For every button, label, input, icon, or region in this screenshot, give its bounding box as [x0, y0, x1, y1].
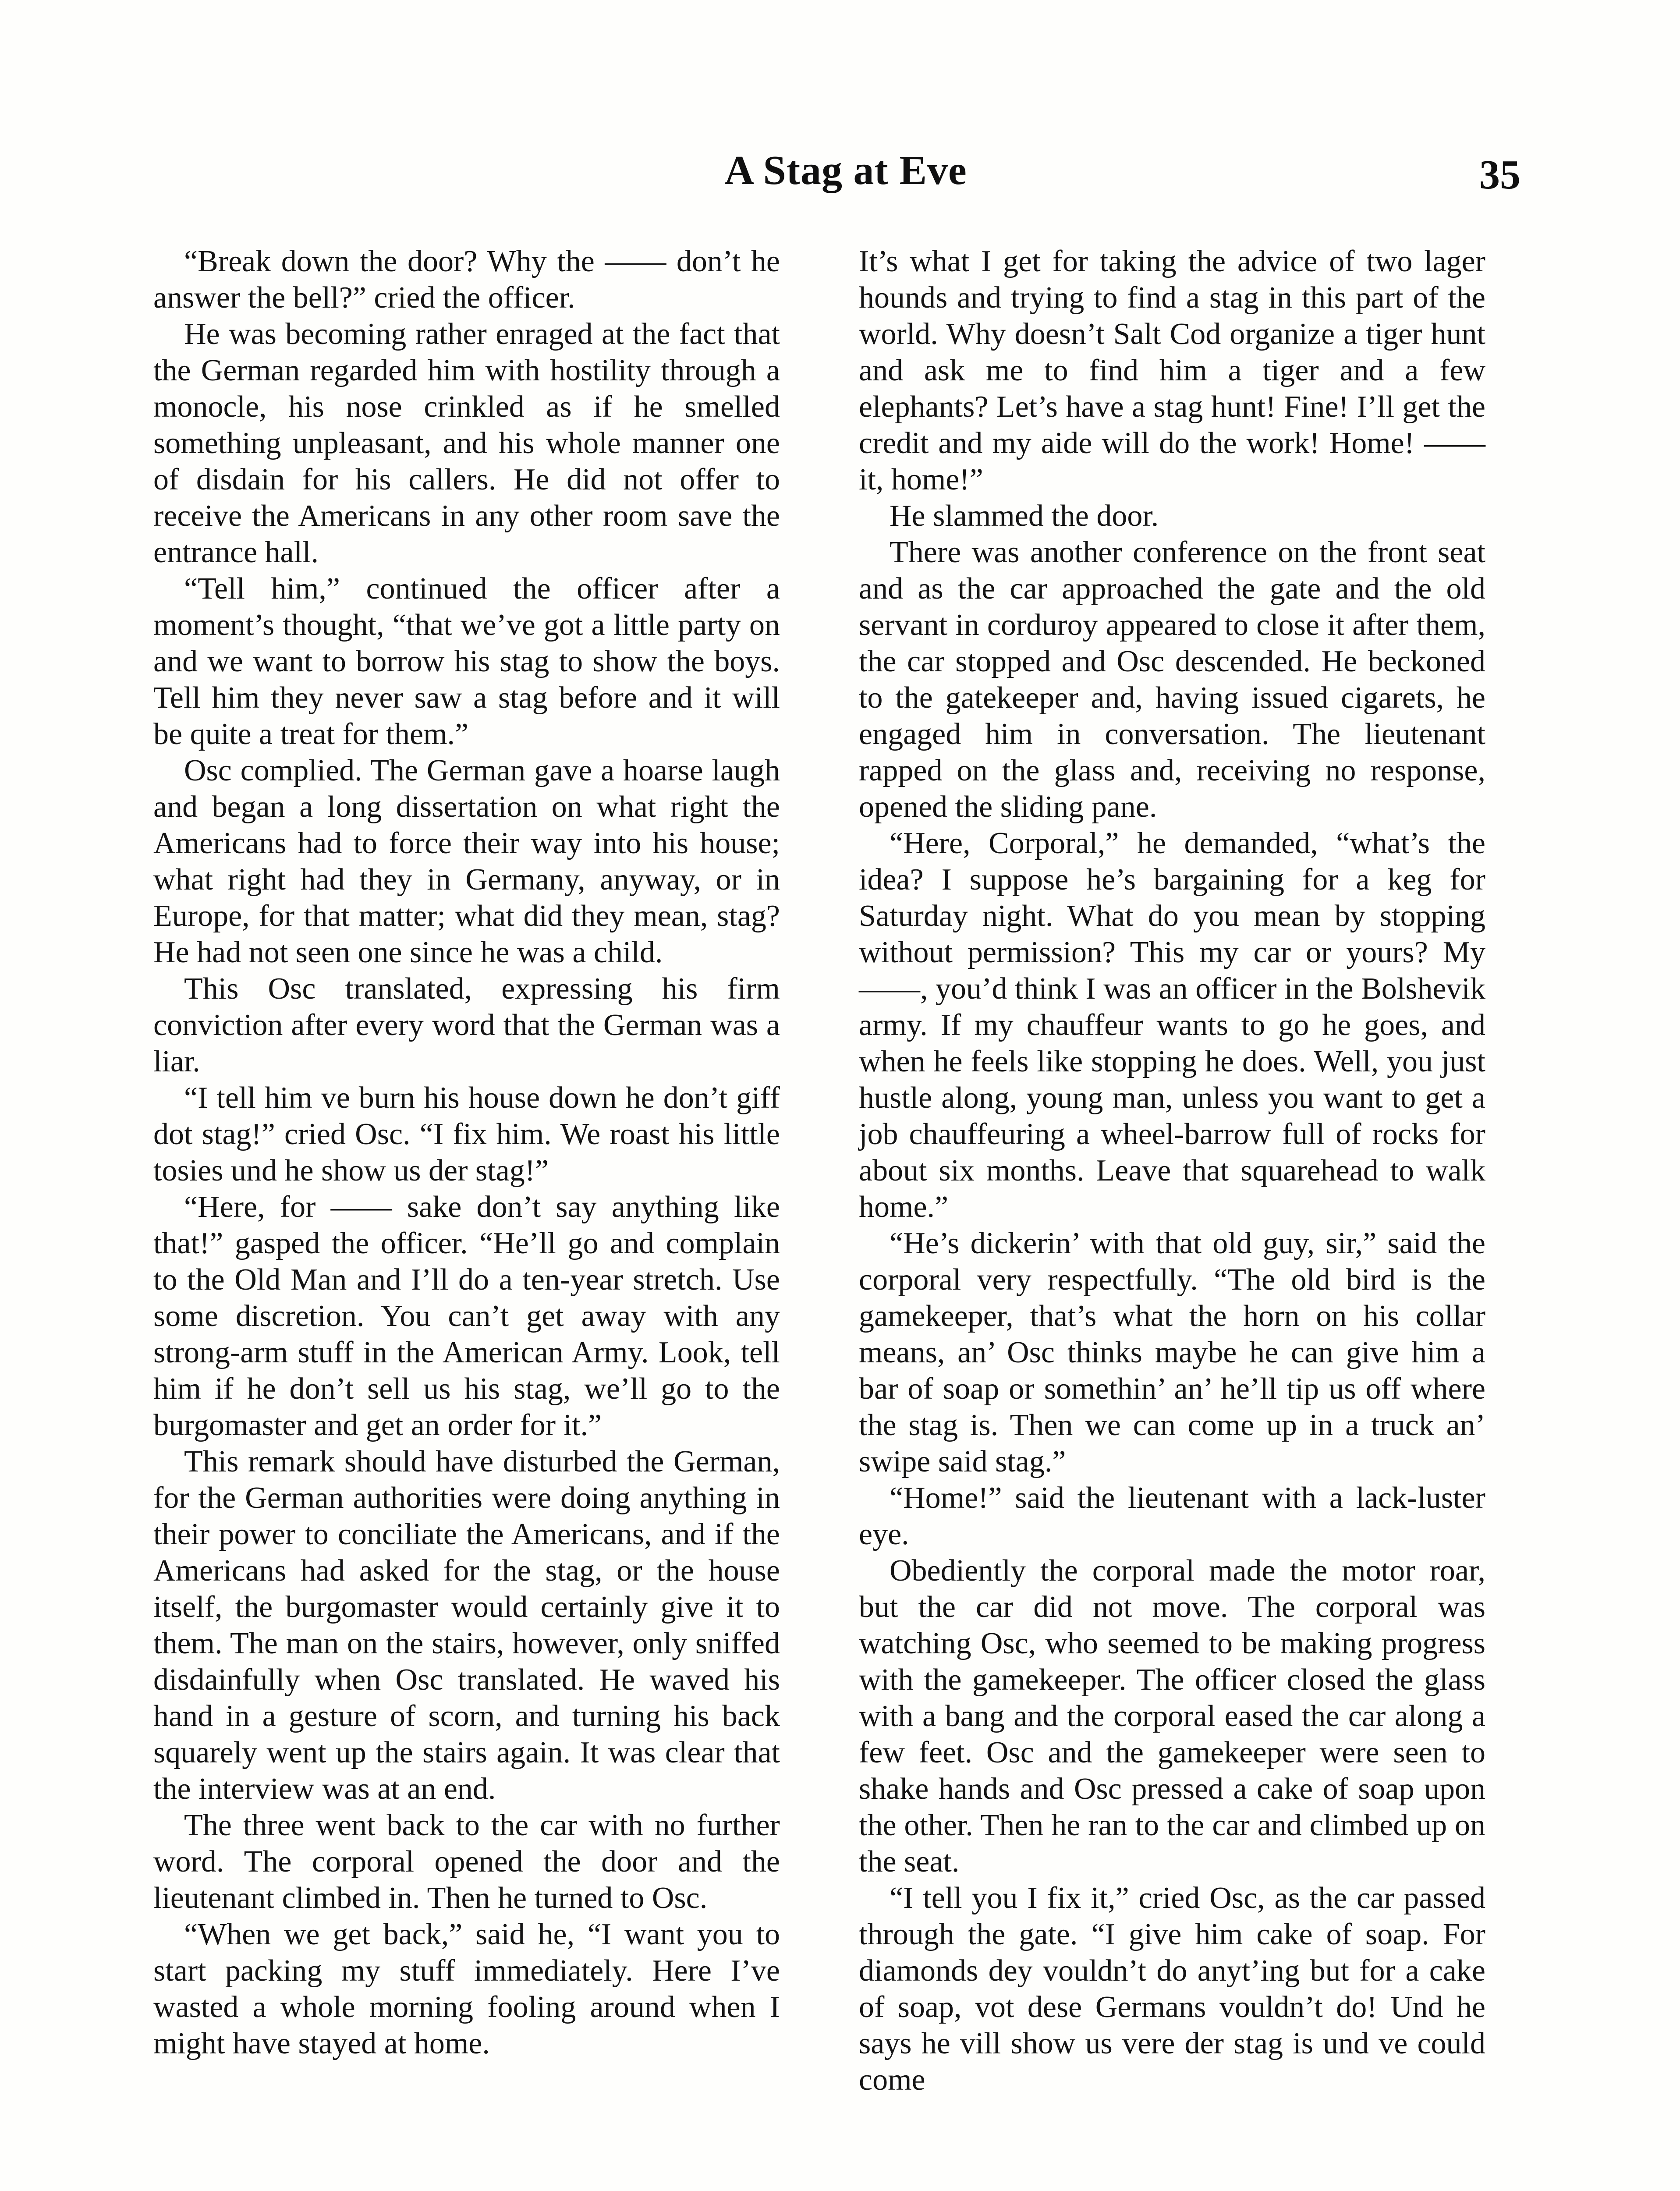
- paragraph: “I tell you I fix it,” cried Osc, as the car passed through the gate. “I give him cake of soap. For diamonds dey vouldn’t do anyt’ing but for a cake of soap, vot dese Germans vouldn’t do! Und he says he vill show us vere der stag is und ve could come: [859, 1881, 1485, 2097]
- paragraph: This remark should have disturbed the German, for the German authorities were doing anything in their power to conciliate the Americans, and if the Americans had asked for the stag, or the house itself, the burgomaster would certainly give it to them. The man on the stairs, however, only sniffed disdainfully when Osc translated. He waved his hand in a gesture of scorn, and turning his back squarely went up the stairs again. It was clear that the interview was at an end.: [153, 1445, 780, 1806]
- paragraph: “Break down the door? Why the —— don’t he answer the bell?” cried the officer.: [153, 245, 780, 315]
- running-head-title: A Stag at Eve: [724, 148, 967, 193]
- paragraph: Obediently the corporal made the motor roar, but the car did not move. The corporal was watching Osc, who seemed to be making progress with the gamekeeper. The officer closed the glass with a bang and the corporal eased the car along a few feet. Osc and the gamekeeper were seen to shake hands and Osc pressed a cake of soap upon the other. Then he ran to the car and climbed up on the seat.: [859, 1554, 1485, 1879]
- paragraph: “Tell him,” continued the officer after a moment’s thought, “that we’ve got a little party on and we want to borrow his stag to show the boys. Tell him they never saw a stag before and it will be quite a treat for them.”: [153, 572, 780, 751]
- paragraph: Osc complied. The German gave a hoarse laugh and began a long dissertation on what right the Americans had to force their way into his house; what right had they in Germany, anyway, or in Europe, for that matter; what did they mean, stag? He had not seen one since he was a child.: [153, 754, 780, 969]
- paragraph: “When we get back,” said he, “I want you to start packing my stuff immediately. Here I’ve wasted a whole morning fooling around when I might have stayed at home.: [153, 1918, 780, 2060]
- paragraph: This Osc translated, expressing his firm conviction after every word that the German was a liar.: [153, 972, 780, 1078]
- paragraph: He slammed the door.: [890, 499, 1159, 533]
- paragraph-continued: It’s what I get for taking the advice of two lager hounds and trying to find a stag in this part of the world. Why doesn’t Salt Cod organize a tiger hunt and ask me to find him a tiger and a few elephants? Let’s have a stag hunt! Fine! I’ll get the credit and my aide will do the work! Home! —— it, home!”: [859, 245, 1485, 496]
- paragraph: “Here, Corporal,” he demanded, “what’s the idea? I suppose he’s bargaining for a keg for Saturday night. What do you mean by stopping without permission? This my car or yours? My ——, you’d think I was an officer in the Bolshevik army. If my chauffeur wants to go he goes, and when he feels like stopping he does. Well, you just hustle along, young man, unless you want to get a job chauffeuring a wheel-barrow full of rocks for about six months. Leave that squarehead to walk home.”: [859, 826, 1485, 1224]
- right-text-column: [859, 243, 1485, 2098]
- paragraph: “He’s dickerin’ with that old guy, sir,” said the corporal very respectfully. “The old bird is the gamekeeper, that’s what the horn on his collar means, an’ Osc thinks maybe he can give him a bar of soap or somethin’ an’ he’ll tip us off where the stag is. Then we can come up in a truck an’ swipe said stag.”: [859, 1227, 1485, 1478]
- page-number: 35: [1479, 152, 1521, 198]
- paragraph: The three went back to the car with no further word. The corporal opened the door and the lieutenant climbed in. Then he turned to Osc.: [153, 1808, 780, 1915]
- paragraph: He was becoming rather enraged at the fact that the German regarded him with hostility through a monocle, his nose crinkled as if he smelled something unpleasant, and his whole manner one of disdain for his callers. He did not offer to receive the Americans in any other room save the entrance hall.: [153, 317, 780, 569]
- paragraph: There was another conference on the front seat and as the car approached the gate and the old servant in corduroy appeared to close it after them, the car stopped and Osc descended. He beckoned to the gatekeeper and, having issued cigarets, he engaged him in conversation. The lieutenant rapped on the glass and, receiving no response, opened the sliding pane.: [859, 535, 1485, 824]
- paragraph: “I tell him ve burn his house down he don’t giff dot stag!” cried Osc. “I fix him. We roast his little tosies und he show us der stag!”: [153, 1081, 780, 1188]
- paragraph: “Here, for —— sake don’t say anything like that!” gasped the officer. “He’ll go and complain to the Old Man and I’ll do a ten-year stretch. Use some discretion. You can’t get away with any strong-arm stuff in the American Army. Look, tell him if he don’t sell us his stag, we’ll go to the burgomaster and get an order for it.”: [153, 1190, 780, 1442]
- left-text-column: [153, 243, 780, 2062]
- paragraph: “Home!” said the lieutenant with a lack-luster eye.: [859, 1481, 1485, 1551]
